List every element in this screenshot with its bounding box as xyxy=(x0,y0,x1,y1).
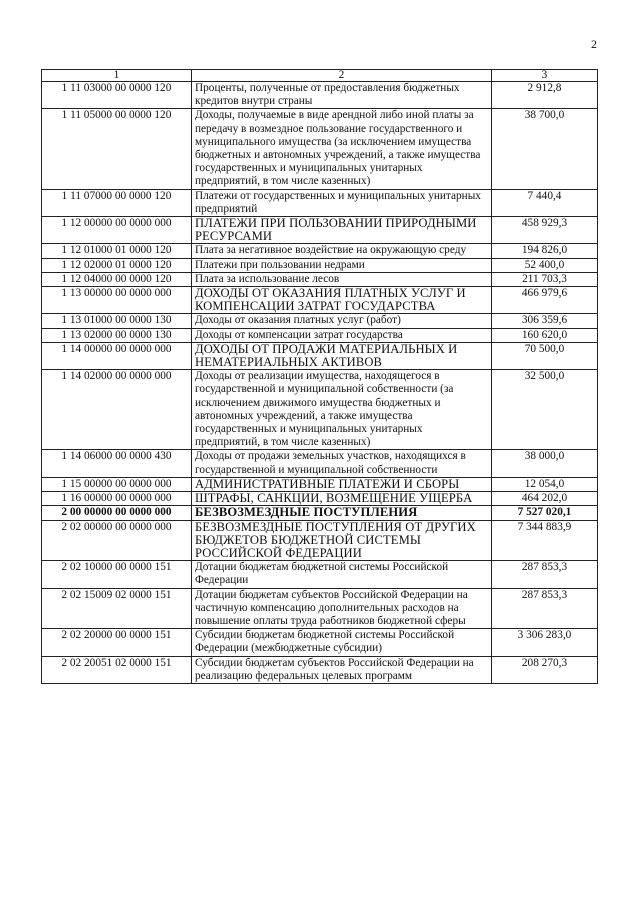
row-code: 1 11 03000 00 0000 120 xyxy=(42,82,192,109)
row-amount: 38 000,0 xyxy=(492,450,598,477)
table-row xyxy=(42,492,598,506)
row-code: 1 15 00000 00 0000 000 xyxy=(42,477,192,491)
row-amount: 32 500,0 xyxy=(492,370,598,450)
row-amount: 38 700,0 xyxy=(492,109,598,189)
row-description: Субсидии бюджетам бюджетной системы Российской Федерации (межбюджетные субсидии) xyxy=(192,629,492,656)
row-code: 2 02 00000 00 0000 000 xyxy=(42,520,192,561)
row-description: Плата за негативное воздействие на окружающую среду xyxy=(192,244,492,258)
row-description: Дотации бюджетам бюджетной системы Российской Федерации xyxy=(192,561,492,588)
table-row xyxy=(42,189,598,216)
column-header-amount: 3 xyxy=(492,70,598,82)
row-amount: 12 054,0 xyxy=(492,477,598,491)
row-description: ШТРАФЫ, САНКЦИИ, ВОЗМЕЩЕНИЕ УЩЕРБА xyxy=(192,492,492,506)
row-description: Проценты, полученные от предоставления бюджетных кредитов внутри страны xyxy=(192,82,492,109)
table-row xyxy=(42,506,598,520)
row-description: Доходы от компенсации затрат государства xyxy=(192,328,492,342)
row-description: Платежи при пользовании недрами xyxy=(192,258,492,272)
row-description: БЕЗВОЗМЕЗДНЫЕ ПОСТУПЛЕНИЯ ОТ ДРУГИХ БЮДЖЕТОВ БЮДЖЕТНОЙ СИСТЕМЫ РОССИЙСКОЙ ФЕДЕРАЦИИ xyxy=(192,520,492,561)
table-row xyxy=(42,82,598,109)
row-code: 1 13 00000 00 0000 000 xyxy=(42,287,192,314)
row-amount: 306 359,6 xyxy=(492,314,598,328)
row-amount: 287 853,3 xyxy=(492,588,598,629)
row-description: Доходы, получаемые в виде арендной либо иной платы за передачу в возмездное пользование государственного и муниципального имущества (за исключением имущества бюджетных и автономных учреждений, а также имущества государственных и муниципальных унитарных предприятий, в том числе казенных) xyxy=(192,109,492,189)
table-row xyxy=(42,629,598,656)
row-code: 1 14 02000 00 0000 000 xyxy=(42,370,192,450)
row-description: АДМИНИСТРАТИВНЫЕ ПЛАТЕЖИ И СБОРЫ xyxy=(192,477,492,491)
table-row xyxy=(42,656,598,683)
row-description: ПЛАТЕЖИ ПРИ ПОЛЬЗОВАНИИ ПРИРОДНЫМИ РЕСУРСАМИ xyxy=(192,217,492,244)
row-amount: 466 979,6 xyxy=(492,287,598,314)
table-row xyxy=(42,561,598,588)
row-description: Дотации бюджетам субъектов Российской Федерации на частичную компенсацию дополнительных расходов на повышение оплаты труда работников бюджетной сферы xyxy=(192,588,492,629)
table-row xyxy=(42,244,598,258)
table-row xyxy=(42,272,598,286)
page-number: 2 xyxy=(591,37,597,51)
table-row xyxy=(42,588,598,629)
table-row xyxy=(42,370,598,450)
row-code: 2 02 20000 00 0000 151 xyxy=(42,629,192,656)
row-description: ДОХОДЫ ОТ ПРОДАЖИ МАТЕРИАЛЬНЫХ И НЕМАТЕРИАЛЬНЫХ АКТИВОВ xyxy=(192,342,492,369)
row-amount: 70 500,0 xyxy=(492,342,598,369)
row-code: 1 16 00000 00 0000 000 xyxy=(42,492,192,506)
row-amount: 7 440,4 xyxy=(492,189,598,216)
table-row xyxy=(42,287,598,314)
row-amount: 287 853,3 xyxy=(492,561,598,588)
row-code: 1 13 02000 00 0000 130 xyxy=(42,328,192,342)
row-code: 1 11 05000 00 0000 120 xyxy=(42,109,192,189)
table-row xyxy=(42,258,598,272)
table-row xyxy=(42,217,598,244)
row-code: 2 02 20051 02 0000 151 xyxy=(42,656,192,683)
row-description: Плата за использование лесов xyxy=(192,272,492,286)
row-code: 1 11 07000 00 0000 120 xyxy=(42,189,192,216)
table-row xyxy=(42,520,598,561)
row-description: БЕЗВОЗМЕЗДНЫЕ ПОСТУПЛЕНИЯ xyxy=(192,506,492,520)
row-amount: 211 703,3 xyxy=(492,272,598,286)
row-amount: 52 400,0 xyxy=(492,258,598,272)
row-code: 1 14 00000 00 0000 000 xyxy=(42,342,192,369)
row-amount: 7 344 883,9 xyxy=(492,520,598,561)
row-code: 1 12 00000 00 0000 000 xyxy=(42,217,192,244)
row-description: Доходы от продажи земельных участков, находящихся в государственной и муниципальной собственности xyxy=(192,450,492,477)
column-header-description: 2 xyxy=(192,70,492,82)
row-amount: 2 912,8 xyxy=(492,82,598,109)
row-description: Субсидии бюджетам субъектов Российской Федерации на реализацию федеральных целевых программ xyxy=(192,656,492,683)
table-row xyxy=(42,314,598,328)
row-code: 2 02 10000 00 0000 151 xyxy=(42,561,192,588)
row-description: Доходы от реализации имущества, находящегося в государственной и муниципальной собственности (за исключением движимого имущества бюджетных и автономных учреждений, а также имущества государственных и муниципальных унитарных предприятий, в том числе казенных) xyxy=(192,370,492,450)
row-description: Платежи от государственных и муниципальных унитарных предприятий xyxy=(192,189,492,216)
row-amount: 458 929,3 xyxy=(492,217,598,244)
row-code: 1 12 01000 01 0000 120 xyxy=(42,244,192,258)
row-amount: 7 527 020,1 xyxy=(492,506,598,520)
table-row xyxy=(42,109,598,189)
row-code: 1 12 04000 00 0000 120 xyxy=(42,272,192,286)
row-description: Доходы от оказания платных услуг (работ) xyxy=(192,314,492,328)
row-amount: 208 270,3 xyxy=(492,656,598,683)
row-description: ДОХОДЫ ОТ ОКАЗАНИЯ ПЛАТНЫХ УСЛУГ И КОМПЕНСАЦИИ ЗАТРАТ ГОСУДАРСТВА xyxy=(192,287,492,314)
row-code: 1 14 06000 00 0000 430 xyxy=(42,450,192,477)
row-amount: 160 620,0 xyxy=(492,328,598,342)
table-row xyxy=(42,477,598,491)
table-row xyxy=(42,450,598,477)
row-amount: 3 306 283,0 xyxy=(492,629,598,656)
column-header-code: 1 xyxy=(42,70,192,82)
row-code: 2 00 00000 00 0000 000 xyxy=(42,506,192,520)
table-row xyxy=(42,328,598,342)
row-code: 1 13 01000 00 0000 130 xyxy=(42,314,192,328)
row-code: 1 12 02000 01 0000 120 xyxy=(42,258,192,272)
table-row xyxy=(42,342,598,369)
row-amount: 464 202,0 xyxy=(492,492,598,506)
table-header-row xyxy=(42,70,598,82)
budget-revenue-table xyxy=(41,69,598,684)
row-amount: 194 826,0 xyxy=(492,244,598,258)
row-code: 2 02 15009 02 0000 151 xyxy=(42,588,192,629)
